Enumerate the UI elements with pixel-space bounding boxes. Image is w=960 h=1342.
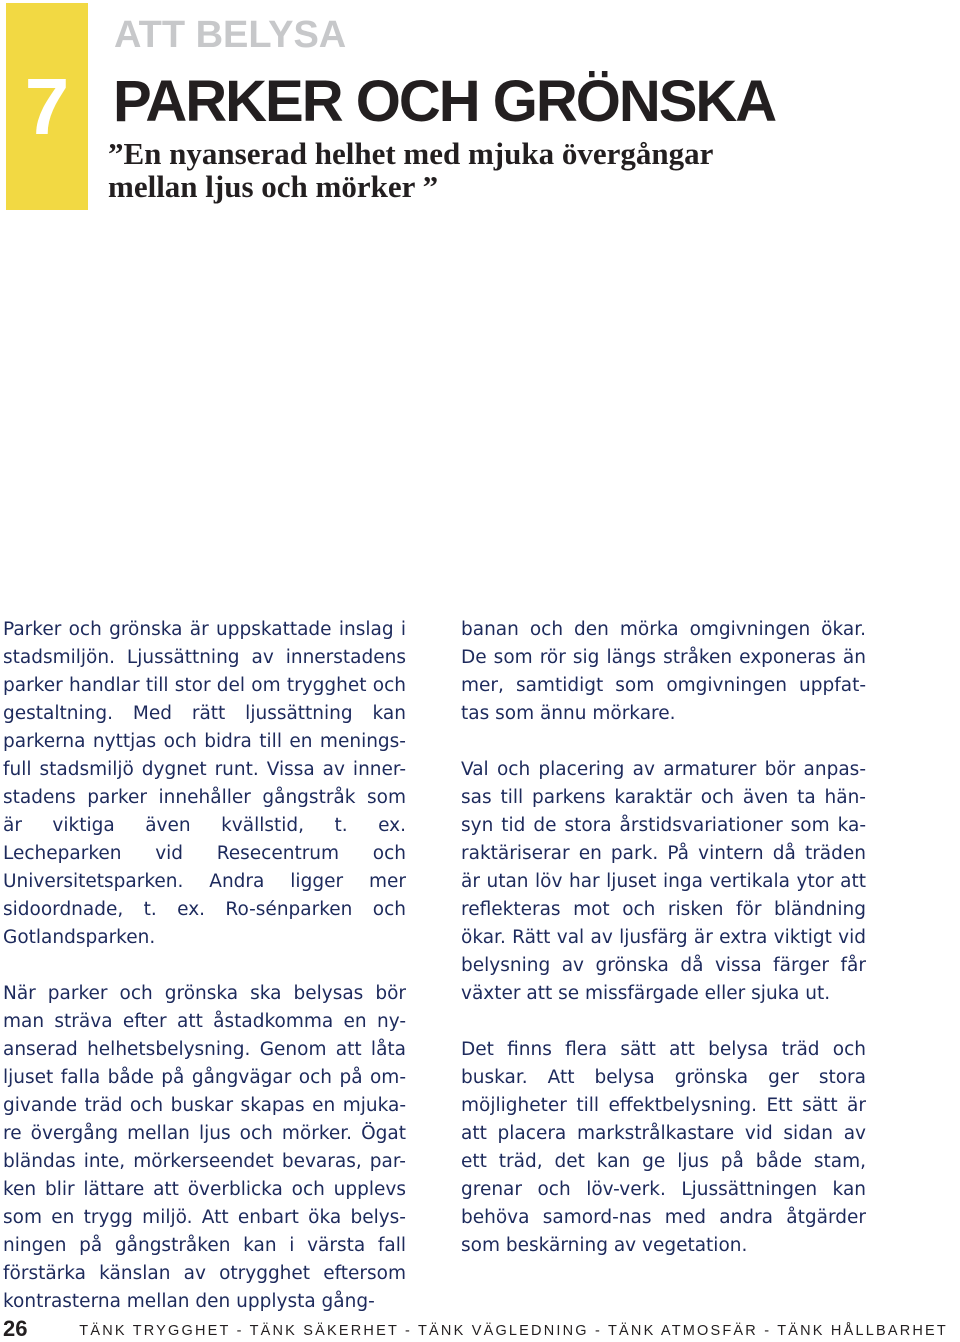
pull-quote-line: mellan ljus och mörker ” bbox=[108, 169, 439, 204]
page-title: PARKER OCH GRÖNSKA bbox=[113, 69, 776, 134]
page-number: 26 bbox=[3, 1316, 28, 1341]
body-paragraph: Det finns flera sätt att belysa träd och buskar. Att belysa grönska ger stora möjligheter till effektbelysning. Ett sätt är att placera markstrålkastare vid sidan av ett träd, det kan ge ljus på både stam, grenar och löv-verk. Ljussättningen kan behöva samord-nas med andra åtgärder som beskärning av vegetation. bbox=[461, 1039, 866, 1256]
body-paragraph: När parker och grönska ska belysas bör man sträva efter att åstadkomma en ny-anserad helhetsbelysning. Genom att låta ljuset falla både på gångvägar och på om-givande träd och buskar skapas en mjuka-re övergång mellan ljus och mörker. Ögat bländas inte, mörkerseendet bevaras, par-ken blir lättare att överblicka och upplevs som en trygg miljö. Att enbart öka belys-ningen på gångstråken kan i värsta fall förstärka känslan av otrygghet eftersom kontrasterna mellan den upplysta gång- bbox=[3, 983, 406, 1312]
chapter-kicker: ATT BELYSA bbox=[114, 14, 347, 56]
body-paragraph: banan och den mörka omgivningen ökar. De som rör sig längs stråken exponeras än mer, samtidigt som omgivningen uppfat-tas som ännu mörkare. bbox=[461, 619, 866, 724]
body-column-left bbox=[3, 616, 406, 1316]
body-paragraph: Val och placering av armaturer bör anpas-sas till parkens karaktär och även ta hän-syn tid de stora årstidsvariationer som ka-raktäriserar en park. På vintern då träden är utan löv har ljuset inga vertikala ytor att reflekteras mot och risken för bländning ökar. Rätt val av ljusfärg är extra viktigt vid belysning av grönska då vissa färger får växter att se missfärgade eller sjuka ut. bbox=[461, 759, 866, 1004]
body-paragraph: Parker och grönska är uppskattade inslag i stadsmiljön. Ljussättning av innerstadens parker handlar till stor del om trygghet och gestaltning. Med rätt ljussättning kan parkerna nyttjas och bidra till en menings-full stadsmiljö dygnet runt. Vissa av inner-stadens parker innehåller gångstråk som är viktiga även kvällstid, t. ex. Lecheparken vid Resecentrum och Universitetsparken. Andra ligger mer sidoordnade, t. ex. Ro-sénparken och Gotlandsparken. bbox=[3, 619, 406, 948]
footer-tagline: TÄNK TRYGGHET - TÄNK SÄKERHET - TÄNK VÄGLEDNING - TÄNK ATMOSFÄR - TÄNK HÅLLBARHET bbox=[79, 1323, 948, 1339]
body-column-right bbox=[461, 616, 866, 1260]
pull-quote-line: ”En nyanserad helhet med mjuka övergångar bbox=[108, 136, 714, 171]
pull-quote bbox=[108, 137, 898, 203]
chapter-number: 7 bbox=[24, 61, 70, 151]
chapter-number-box bbox=[6, 3, 88, 210]
